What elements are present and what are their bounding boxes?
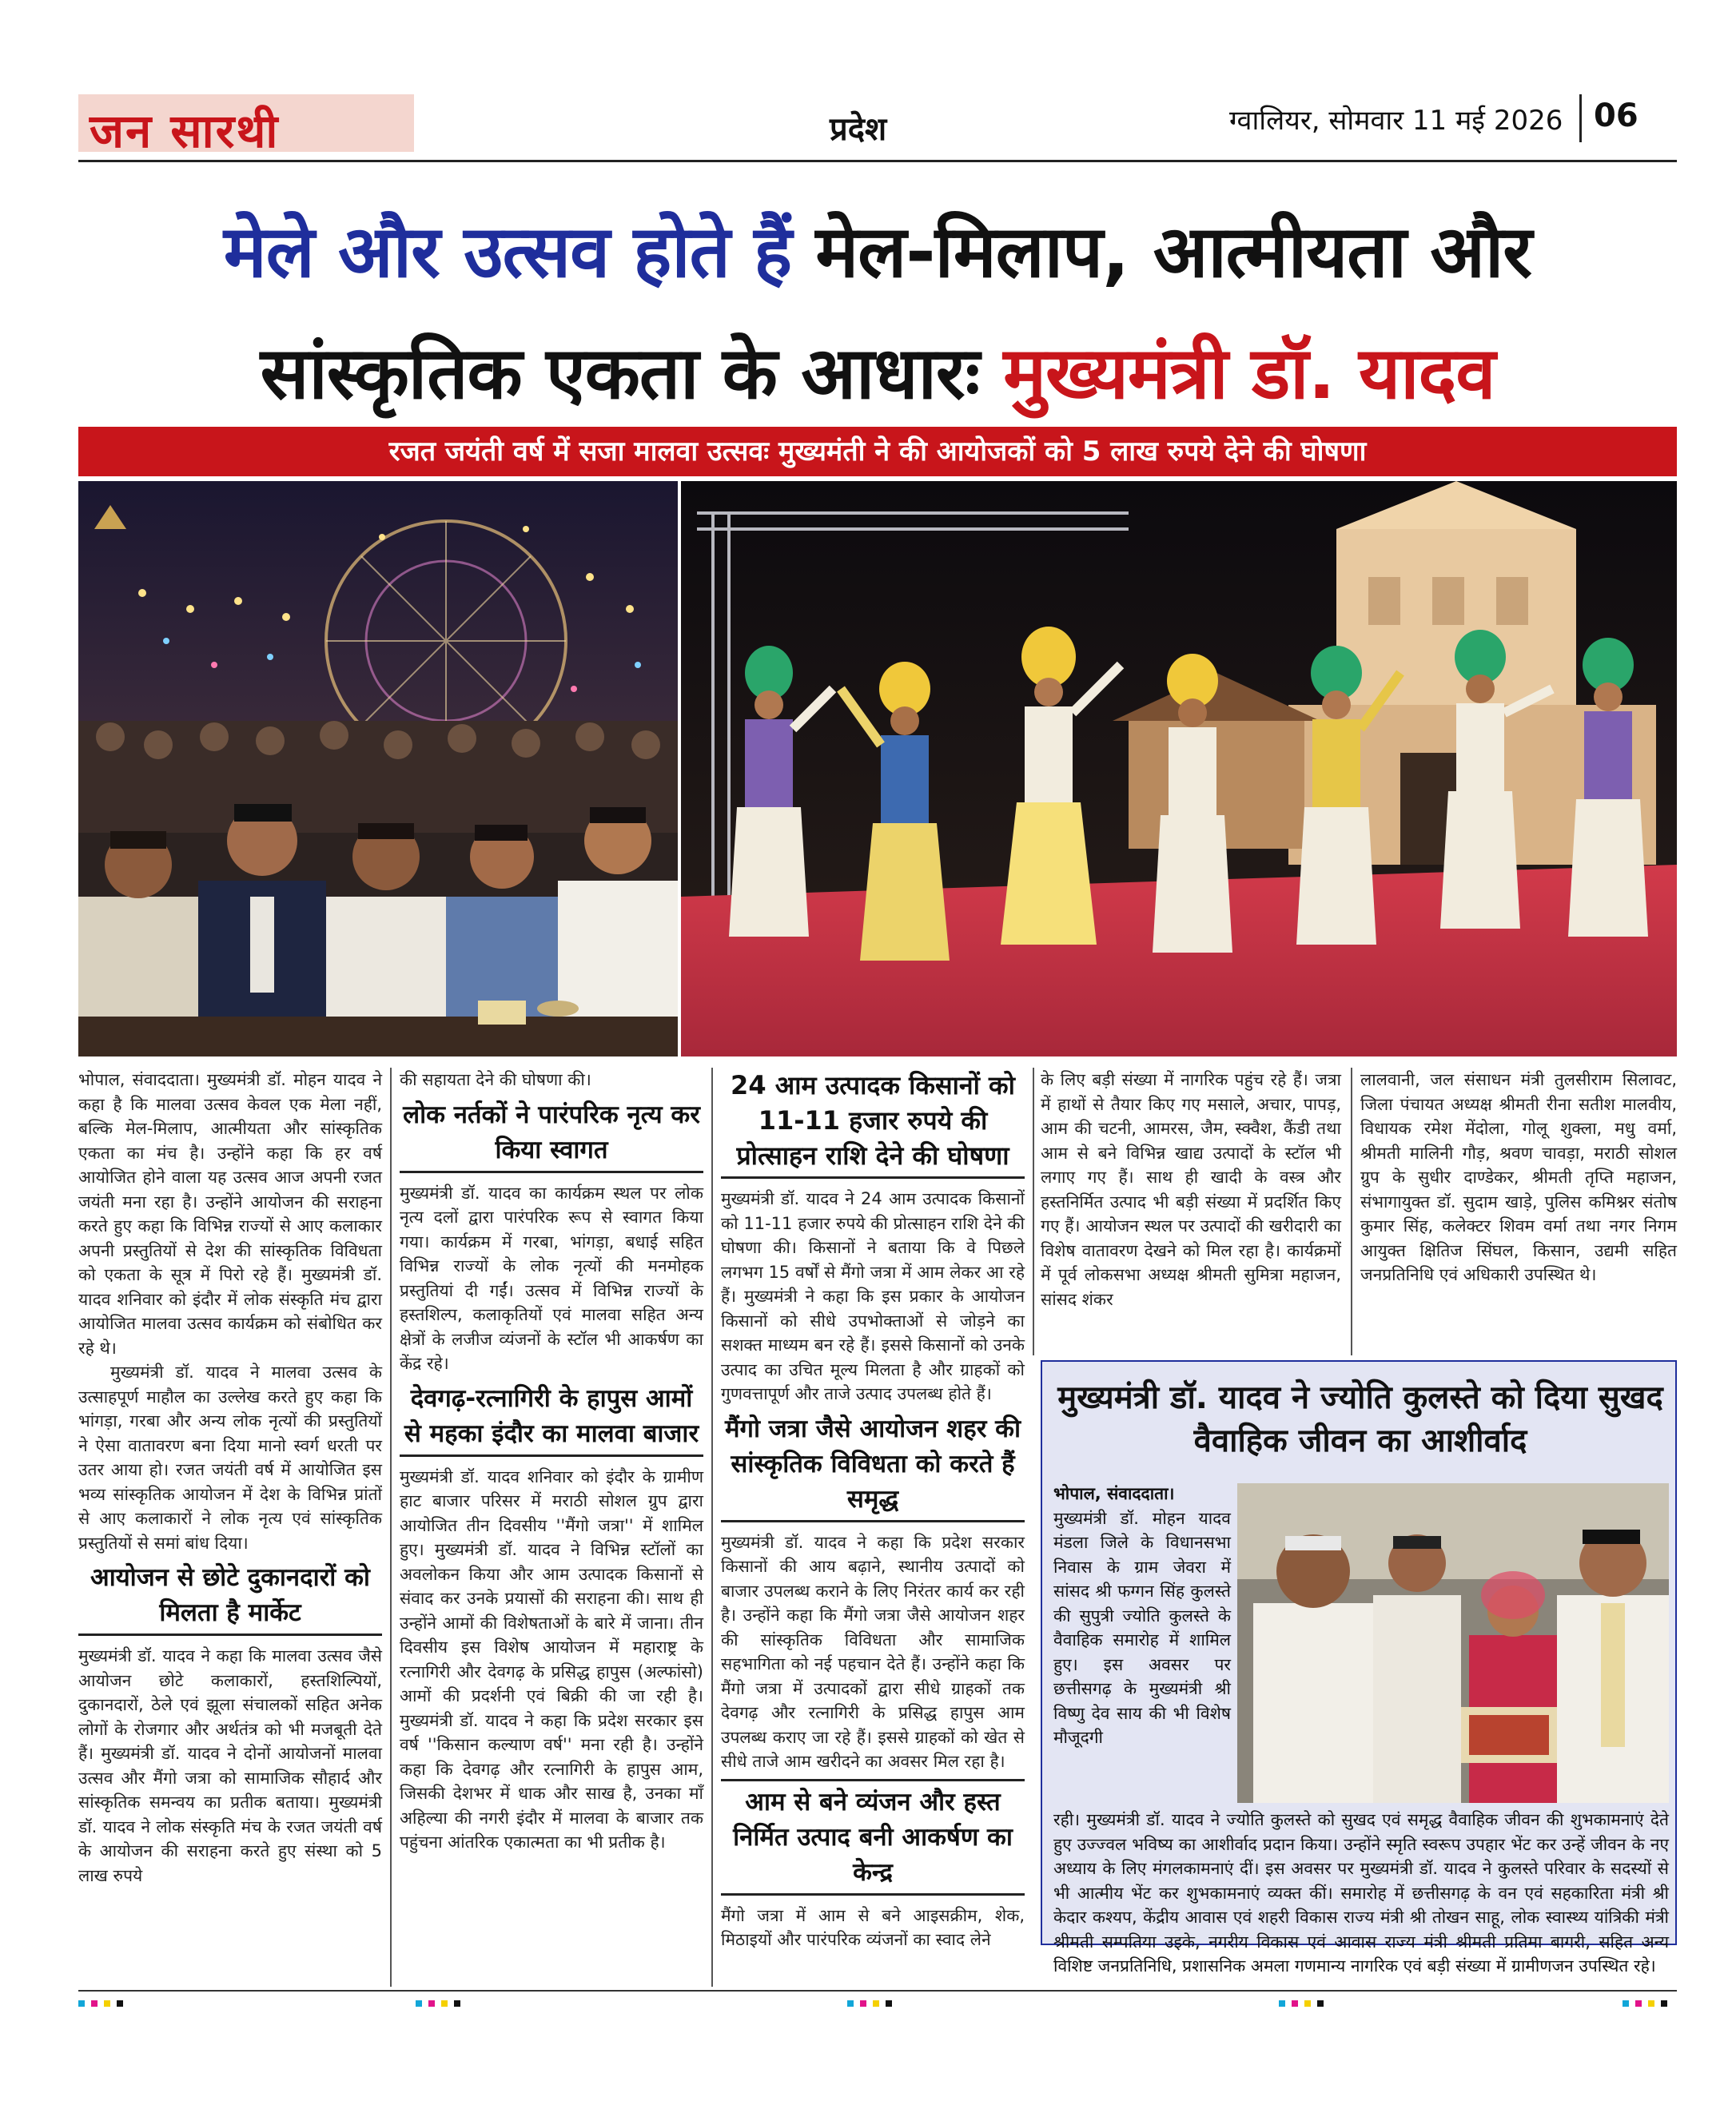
page-header <box>78 94 1677 158</box>
headline-blue-part: मेले और उत्सव होते हैं <box>223 210 792 294</box>
article-column-3 <box>721 1068 1025 1952</box>
col2-paragraph-2: मुख्यमंत्री डॉ. यादव शनिवार को इंदौर के ग्रामीण हाट बाजार परिसर में मराठी सोशल ग्रुप द्वारा आयोजित तीन दिवसीय ''मैंगो जत्रा'' में शामिल हुए। मुख्यमंत्री डॉ. यादव ने विभिन्न स्टॉलों का अवलोकन किया और आम उत्पादक किसानों से संवाद कर उनके प्रयासों की सराहना की। साथ ही उन्होंने आमों की विशेषताओं के बारे में जाना। तीन दिवसीय इस विशेष आयोजन में महाराष्ट्र के रत्नागिरी और देवगढ़ के प्रसिद्ध हापुस (अल्फांसो) आमों की प्रदर्शनी एवं बिक्री की जा रही है। मुख्यमंत्री डॉ. यादव ने कहा कि प्रदेश सरकार इस वर्ष ''किसान कल्याण वर्ष'' मना रही है। उन्होंने कहा कि देवगढ़ और रत्नागिरी के हापुस आम, जिसकी देशभर में धाक और साख है, उनका माँ अहिल्या की नगरी इंदौर में मालवा के बाजार तक पहुंचना आंतरिक एकात्मता का भी प्रतीक है। <box>400 1466 703 1852</box>
headline-black-part-1: मेल-मिलाप, आत्मीयता और <box>791 210 1532 294</box>
bottom-rule <box>78 1990 1677 1992</box>
column-rule-2 <box>711 1068 713 1987</box>
col3-paragraph-3: मैंगो जत्रा में आम से बने आइसक्रीम, शेक, मिठाइयों और पारंपरिक व्यंजनों का स्वाद लेने <box>721 1905 1025 1949</box>
audience-photo-illustration <box>78 481 678 1056</box>
subheadline: रजत जयंती वर्ष में सजा मालवा उत्सवः मुख्यमंती ने की आयोजकों को 5 लाख रुपये देने की घोषणा <box>388 436 1367 468</box>
audience-photo <box>78 481 678 1056</box>
column-rule-1 <box>390 1068 392 1987</box>
dancers-photo-illustration <box>681 481 1677 1056</box>
col2-subheading-1: लोक नर्तकों ने पारंपरिक नृत्य कर किया स्वागत <box>400 1097 703 1173</box>
col1-subheading: आयोजन से छोटे दुकानदारों को मिलता है मार्केट <box>78 1560 382 1636</box>
headline-black-part-2: सांस्कृतिक एकता के आधारः <box>260 332 979 416</box>
col5-paragraph-1: लालवानी, जल संसाधन मंत्री तुलसीराम सिलावट, जिला पंचायत अध्यक्ष श्रीमती रीना सतीश मालवीय, विधायक रमेश मेंदोला, गोलू शुक्ला, मधु वर्मा, श्रीमती मालिनी गौड़, श्रवण चावड़ा, मराठी सोशल ग्रुप के सुधीर दाण्डेकर, श्रीमती तृप्ति महाजन, संभागायुक्त डॉ. सुदाम खाड़े, पुलिस कमिश्नर संतोष कुमार सिंह, कलेक्टर शिवम वर्मा तथा नगर निगम आयुक्त क्षितिज सिंघल, किसान, उद्यमी सहित जनप्रतिनिधि एवं अधिकारी उपस्थित थे। <box>1360 1070 1677 1284</box>
article-column-2 <box>400 1068 703 1855</box>
section-label: प्रदेश <box>830 111 887 148</box>
main-headline <box>78 192 1677 435</box>
col1-paragraph-1: भोपाल, संवाददाता। मुख्यमंत्री डॉ. मोहन यादव ने कहा है कि मालवा उत्सव केवल एक मेला नहीं, बल्कि मेल-मिलाप, आत्मीयता और सांस्कृतिक एकता का मंच है। उन्होंने कहा कि हर वर्ष आयोजित होने वाला यह उत्सव आज अपनी रजत जयंती मना रहा है। उन्होंने आयोजन की सराहना करते हुए कहा कि विभिन्न राज्यों से आए कलाकार अपनी प्रस्तुतियों से देश की सांस्कृतिक विविधता को एकता के सूत्र में पिरो रहे हैं। मुख्यमंत्री डॉ. यादव शनिवार को इंदौर में लोक संस्कृति मंच द्वारा आयोजित मालवा उत्सव कार्यक्रम को संबोधित कर रहे थे। <box>78 1070 382 1358</box>
masthead-name: जन सारथी <box>90 104 280 158</box>
subheadline-bar <box>78 427 1677 476</box>
dancers-photo <box>681 481 1677 1056</box>
boxed-story <box>1041 1360 1677 1976</box>
col2-subheading-2: देवगढ़-रत्नागिरी के हापुस आमों से महका इंदौर का मालवा बाजार <box>400 1381 703 1457</box>
article-column-5 <box>1360 1068 1677 1287</box>
headline-line-1 <box>78 192 1677 313</box>
col3-subheading-2: मैंगो जत्रा जैसे आयोजन शहर की सांस्कृतिक विविधता को करते हैं समृद्ध <box>721 1411 1025 1522</box>
wedding-photo <box>1237 1483 1669 1803</box>
column-rule-3 <box>1033 1068 1034 1355</box>
registration-marks-2 <box>416 1995 467 2001</box>
headline-red-part: मुख्यमंत्री डॉ. यादव <box>978 332 1495 416</box>
boxed-story-dateline: भोपाल, संवाददाता। <box>1053 1484 1175 1503</box>
article-column-1 <box>78 1068 382 1888</box>
wedding-photo-illustration <box>1237 1483 1669 1803</box>
col2-paragraph-1: मुख्यमंत्री डॉ. यादव का कार्यक्रम स्थल पर लोक नृत्य दलों द्वारा पारंपरिक रूप से स्वागत किया गया। कार्यक्रम में गरबा, भांगड़ा, बधाई सहित विभिन्न राज्यों के लोक नृत्यों की मनमोहक प्रस्तुतियां दी गईं। उत्सव में विभिन्न राज्यों के हस्तशिल्प, कलाकृतियों एवं मालवा सहित अन्य क्षेत्रों के लजीज व्यंजनों के स्टॉल भी आकर्षण का केंद्र रहे। <box>400 1183 703 1373</box>
boxed-story-body: रही। मुख्यमंत्री डॉ. यादव ने ज्योति कुलस्ते को सुखद एवं समृद्ध वैवाहिक जीवन की शुभकामनाएं देते हुए उज्ज्वल भविष्य का आशीर्वाद प्रदान किया। उन्होंने स्मृति स्वरूप उपहार भेंट कर उन्हें जीवन के नए अध्याय के लिए मंगलकामनाएं दीं। इस अवसर पर मुख्यमंत्री डॉ. यादव ने कुलस्ते परिवार के सदस्यों से भी आत्मीय भेंट कर शुभकामनाएं व्यक्त कीं। समारोह में छत्तीसगढ़ के वन एवं सहकारिता मंत्री श्री केदार कश्यप, केंद्रीय आवास एवं शहरी विकास राज्य मंत्री श्री तोखन साहू, लोक स्वास्थ्य यांत्रिकी मंत्री श्रीमती सम्पतिया उइके, नगरीय विकास एवं आवास राज्य मंत्री श्रीमती प्रतिमा बागरी, सहित अन्य विशिष्ट जनप्रतिनिधि, प्रशासनिक अमला गणमान्य नागरिक एवं बड़ी संख्या में ग्रामीणजन उपस्थित रहे। <box>1053 1810 1670 1976</box>
masthead-logo <box>78 94 414 158</box>
col3-paragraph-2: मुख्यमंत्री डॉ. यादव ने कहा कि प्रदेश सरकार किसानों की आय बढ़ाने, स्थानीय उत्पादों को बाजार उपलब्ध कराने के लिए निरंतर कार्य कर रही है। उन्होंने कहा कि मैंगो जत्रा जैसे आयोजन शहर की सांस्कृतिक विविधता और सामाजिक सहभागिता को नई पहचान देते हैं। उन्होंने कहा कि मैंगो जत्रा में उत्पादकों द्वारा सीधे ग्राहकों तक देवगढ़ और रत्नागिरी के प्रसिद्ध हापुस आम उपलब्ध कराए जा रहे हैं। इससे ग्राहकों को खेत से सीधे ताजे आम खरीदने का अवसर मिल रहा है। <box>721 1532 1025 1771</box>
page-number: 06 <box>1594 97 1638 134</box>
registration-marks-left <box>78 1995 129 2001</box>
col3-paragraph-1: मुख्यमंत्री डॉ. यादव ने 24 आम उत्पादक किसानों को 11-11 हजार रुपये की प्रोत्साहन राशि देने की घोषणा की। किसानों ने बताया कि वे पिछले लगभग 15 वर्षों से मैंगो जत्रा में आम लेकर आ रहे हैं। मुख्यमंत्री ने कहा कि इस प्रकार के आयोजन किसानों को सीधे उपभोक्ताओं से जोड़ने का सशक्त माध्यम बन रहे हैं। इससे किसानों को उनके उत्पाद का उचित मूल्य मिलता है और ग्राहकों को गुणवत्तापूर्ण और ताजे उत्पाद उपलब्ध होते हैं। <box>721 1189 1025 1403</box>
boxed-story-title: मुख्यमंत्री डॉ. यादव ने ज्योति कुलस्ते को दिया सुखद वैवाहिक जीवन का आशीर्वाद <box>1057 1379 1663 1459</box>
registration-marks-4 <box>1279 1995 1330 2001</box>
headline-line-2 <box>78 313 1677 435</box>
registration-marks-right <box>1623 1995 1674 2001</box>
col1-paragraph-3: मुख्यमंत्री डॉ. यादव ने कहा कि मालवा उत्सव जैसे आयोजन छोटे कलाकारों, हस्तशिल्पियों, दुकानदारों, ठेले एवं झूला संचालकों सहित अनेक लोगों के रोजगार और अर्थतंत्र को भी मजबूती देते हैं। मुख्यमंत्री डॉ. यादव ने दोनों आयोजनों मालवा उत्सव और मैंगो जत्रा को सामाजिक सौहार्द और सांस्कृतिक समन्वय का प्रतीक बताया। मुख्यमंत्री डॉ. यादव ने लोक संस्कृति मंच के रजत जयंती वर्ष के आयोजन की सराहना करते हुए संस्था को 5 लाख रुपये <box>78 1646 382 1885</box>
col3-subheading-1: 24 आम उत्पादक किसानों को 11-11 हजार रुपये की प्रोत्साहन राशि देने की घोषणा <box>721 1068 1025 1179</box>
boxed-story-intro <box>1053 1482 1231 1750</box>
col1-paragraph-2: मुख्यमंत्री डॉ. यादव ने मालवा उत्सव के उत्साहपूर्ण माहौल का उल्लेख करते हुए कहा कि भांगड़ा, गरबा और अन्य लोक नृत्यों की प्रस्तुतियों ने ऐसा वातावरण बना दिया मानो स्वर्ग धरती पर उतर आया हो। रजत जयंती वर्ष में आयोजित इस भव्य सांस्कृतिक आयोजन में देश के विभिन्न प्रांतों से आए कलाकारों ने लोक नृत्य एवं सांस्कृतिक प्रस्तुतियों से समां बांध दिया। <box>78 1363 382 1553</box>
registration-marks-3 <box>847 1995 898 2001</box>
col3-subheading-3: आम से बने व्यंजन और हस्त निर्मित उत्पाद बनी आकर्षण का केन्द्र <box>721 1779 1025 1896</box>
header-rule <box>78 160 1677 162</box>
col2-paragraph-0: की सहायता देने की घोषणा की। <box>400 1070 591 1089</box>
boxed-story-left-text: मुख्यमंत्री डॉ. मोहन यादव मंडला जिले के विधानसभा निवास के ग्राम जेवरा में सांसद श्री फग्गन सिंह कुलस्ते की सुपुत्री ज्योति कुलस्ते के वैवाहिक समारोह में शामिल हुए। इस अवसर पर छत्तीसगढ़ के मुख्यमंत्री श्री विष्णु देव साय की भी विशेष मौजूदगी <box>1053 1508 1231 1747</box>
col4-paragraph-1: के लिए बड़ी संख्या में नागरिक पहुंच रहे हैं। जत्रा में हाथों से तैयार किए गए मसाले, अचार, पापड़, आम की चटनी, आमरस, जैम, स्क्वैश, कैंडी तथा आम से बने विभिन्न खाद्य उत्पादों के स्टॉल भी लगाए गए हैं। साथ ही खादी के वस्त्र और हस्तनिर्मित उत्पाद भी बड़ी संख्या में प्रदर्शित किए गए हैं। आयोजन स्थल पर उत्पादों की खरीदारी का विशेष वातावरण देखने को मिल रहा है। कार्यक्रमों में पूर्व लोकसभा अध्यक्ष श्रीमती सुमित्रा महाजन, सांसद शंकर <box>1041 1070 1341 1309</box>
article-column-4 <box>1041 1068 1341 1311</box>
column-rule-4 <box>1351 1068 1352 1355</box>
page-number-divider <box>1579 94 1582 142</box>
dateline: ग्वालियर, सोमवार 11 मई 2026 <box>1229 105 1563 137</box>
